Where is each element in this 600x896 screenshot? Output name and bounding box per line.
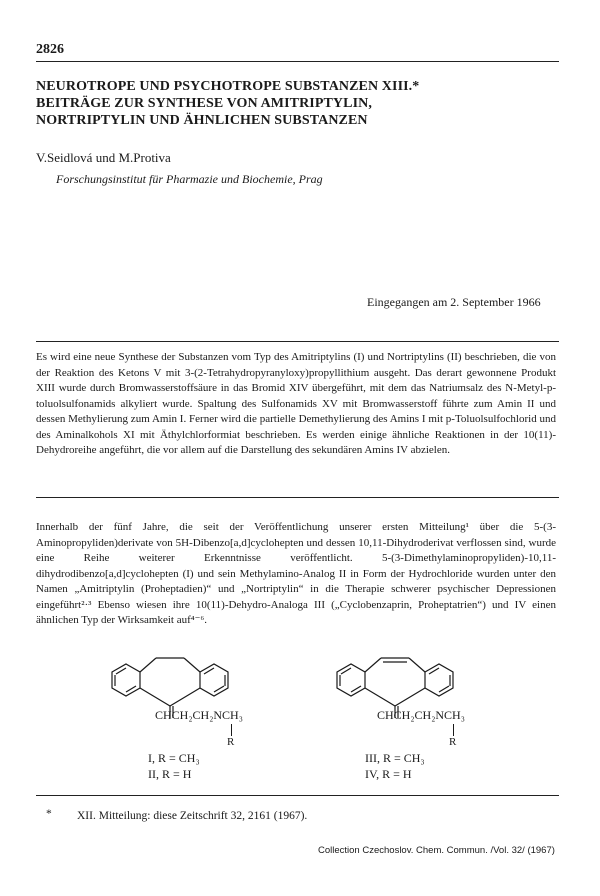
received-date: Eingegangen am 2. September 1966 [367,295,541,309]
title-line-1: NEUROTROPE UND PSYCHOTROPE SUBSTANZEN XIII.* [36,79,420,94]
page-number: 2826 [36,42,64,57]
header-divider [36,61,559,62]
footnote-mark: * [46,808,52,820]
side-chain-right: CHCH₂CH₂NCH₃ [377,708,465,722]
abstract-bottom-rule [36,497,559,498]
compound-labels-right [365,750,425,782]
label-compound-II: II, R = H [148,767,192,781]
substituent-r-right: R [449,736,457,748]
authors: V.Seidlová und M.Protiva [36,150,171,165]
label-compound-IV: IV, R = H [365,767,412,781]
substituent-bond-left [231,724,232,736]
structure-amitriptyline [100,650,290,780]
affiliation: Forschungsinstitut für Pharmazie und Biochemie, Prag [56,172,323,186]
footnote-text: XII. Mitteilung: diese Zeitschrift 32, 2161 (1967). [77,810,308,822]
label-compound-I: I, R = CH₃ [148,751,200,765]
abstract-top-rule [36,341,559,342]
journal-citation: Collection Czechoslov. Chem. Commun. /Vol. 32/ (1967) [318,845,555,856]
footnote-rule [36,795,559,796]
abstract: Es wird eine neue Synthese der Substanzen vom Typ des Amitriptylins (I) und Nortriptylins (II) beschrieben, die von der Reaktion des Ketons V mit 3-(2-Tetrahydropyranyloxy)propyllithium ausgeht. Das derart gewonnene Produkt XIII wurde durch Bromwasserstoffsäure in das Bromid XIV übergeführt, mit dem das Natriumsalz des N-Metyl-p-toluolsulfonamids alkyliert wurde. Spaltung des Sulfonamids XV mit Bromwasserstoff führte zum Amin II und dessen Methylierung zum Amin I. Ferner wird die partielle Demethylierung des Amins I mit p-Toluolsulfochlorid und des Aminalkohols XI mit Äthylchlorformiat beschrieben. Es werden einige ähnliche Reaktionen in der 10(11)-Dehydroreihe angeführt, die vor allem auf die Darstellung des sekundären Amins IV abzielen. [36,351,556,456]
substituent-r-left: R [227,736,235,748]
side-chain-left: CHCH₂CH₂NCH₃ [155,708,243,722]
article-title [36,78,556,129]
substituent-bond-right [453,724,454,736]
compound-labels-left [148,750,200,782]
title-line-3: NORTRIPTYLIN UND ÄHNLICHEN SUBSTANZEN [36,113,368,128]
structure-cyclobenzaprine [325,650,515,780]
label-compound-III: III, R = CH₃ [365,751,425,765]
body-paragraph: Innerhalb der fünf Jahre, die seit der Veröffentlichung unserer ersten Mitteilung¹ über die 5-(3-Aminopropyliden)derivate von 5H-Dibenzo[a,d]cyclohepten und dessen 10,11-Dihydroderivat verflossen sind, wurde eine Reihe weiterer Erkenntnisse veröffentlicht. 5-(3-Dimethylaminopropyliden)-10,11-dihydrodibenzo[a,d]cyclohepten (I) und sein Methylamino-Analog II in Form der Hydrochloride wurden unter den Namen „Amitriptylin (Proheptadien)“ und „Nortriptylin“ in die Therapie schwerer psychischer Depressionen eingeführt²·³ Ebenso wiesen ihre 10(11)-Dehydro-Analoga III („Cyclobenzaprin, Proheptatrien“) und IV einen ähnlichen Typ der Wirksamkeit auf⁴⁻⁶. [36,521,556,626]
title-line-2: BEITRÄGE ZUR SYNTHESE VON AMITRIPTYLIN, [36,96,372,111]
